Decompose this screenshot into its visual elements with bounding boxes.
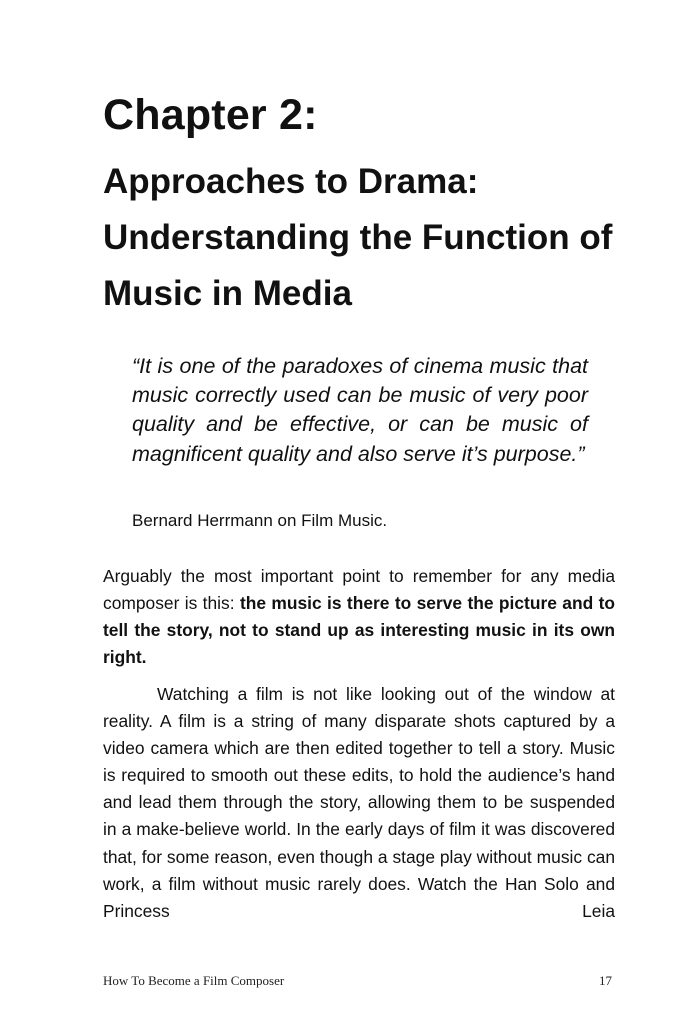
epigraph-quote: “It is one of the paradoxes of cinema music that music correctly used can be music of very poor quality and be effective, or can be music of magnificent quality and also serve it’s purpose.” — [132, 354, 588, 466]
running-footer-title: How To Become a Film Composer — [103, 973, 285, 988]
chapter-title: Chapter 2: — [103, 91, 318, 139]
body-paragraph-2: Watching a film is not like looking out of the window at reality. A film is a string of many disparate shots captured by a video camera which are then edited together to tell a story. Music is required to smooth out these edits, to hold the audience’s hand and lead them through the story, allowing them to be suspended in a make-believe world. In the early days of film it was discovered that, for some reason, even though a stage play without music can work, a film without music rarely does. Watch the Han Solo and Princess Leia — [103, 684, 615, 921]
page-number: 17 — [599, 973, 612, 988]
paragraph-1-emphasis: the music is there to serve the picture and to tell the story, not to stand up as interesting music in its own right. — [103, 593, 615, 668]
epigraph-attribution: Bernard Herrmann on Film Music. — [132, 511, 388, 530]
body-paragraph-1 — [103, 563, 615, 671]
chapter-subtitle: Approaches to Drama: Understanding the Function of Music in Media — [103, 162, 613, 313]
paragraph-1-intro: Arguably the most important point to remember for any media composer is this: — [103, 566, 615, 614]
